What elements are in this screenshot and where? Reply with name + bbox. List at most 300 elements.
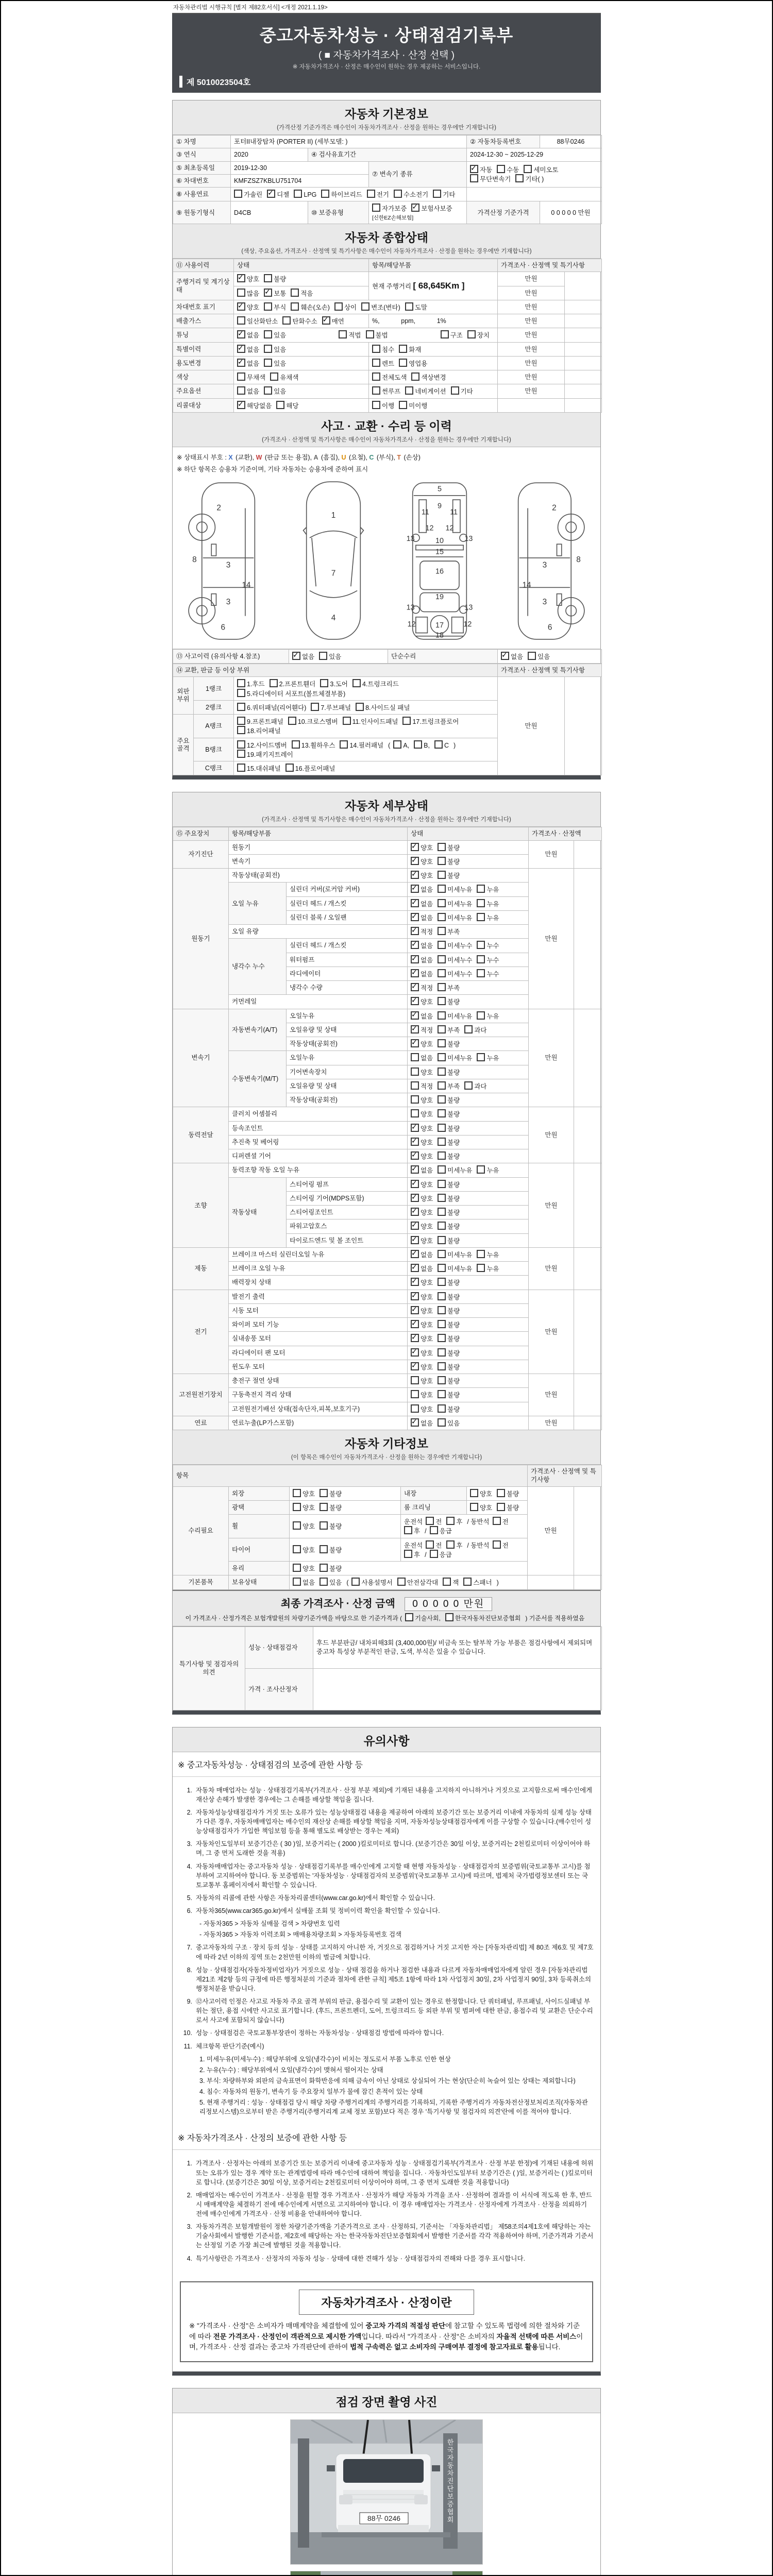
checkbox-option[interactable] (334, 302, 357, 312)
checkbox-option[interactable] (288, 717, 338, 726)
checkbox-icon[interactable] (411, 1109, 419, 1117)
checkbox-checked-icon[interactable] (292, 652, 300, 660)
checkbox-icon[interactable] (438, 1025, 446, 1033)
checkbox-option[interactable] (372, 204, 407, 213)
checkbox-icon[interactable] (438, 913, 446, 921)
checkbox-option[interactable] (477, 1250, 499, 1259)
checkbox-icon[interactable] (293, 1503, 301, 1511)
checkbox-checked-icon[interactable] (411, 927, 419, 935)
checkbox-checked-icon[interactable] (237, 401, 245, 409)
checkbox-option[interactable] (438, 1306, 460, 1315)
checkbox-option[interactable] (320, 1564, 342, 1573)
checkbox-option[interactable] (404, 1526, 420, 1535)
checkbox-icon[interactable] (477, 1250, 485, 1258)
checkbox-icon[interactable] (438, 1250, 446, 1258)
checkbox-icon[interactable] (477, 969, 485, 977)
checkbox-icon[interactable] (293, 1578, 301, 1586)
checkbox-option[interactable] (470, 1489, 492, 1498)
checkbox-option[interactable] (411, 204, 452, 213)
checkbox-option[interactable] (438, 1081, 460, 1091)
checkbox-icon[interactable] (411, 1390, 419, 1398)
checkbox-option[interactable] (411, 913, 433, 922)
checkbox-checked-icon[interactable] (267, 190, 275, 198)
checkbox-option[interactable] (237, 302, 259, 312)
checkbox-icon[interactable] (356, 703, 364, 711)
checkbox-option[interactable] (311, 703, 351, 712)
checkbox-icon[interactable] (264, 345, 272, 353)
checkbox-icon[interactable] (237, 717, 245, 725)
checkbox-option[interactable] (438, 857, 460, 866)
checkbox-option[interactable] (470, 1503, 492, 1512)
checkbox-option[interactable] (321, 190, 362, 199)
checkbox-option[interactable] (411, 927, 433, 936)
checkbox-icon[interactable] (438, 1194, 446, 1202)
checkbox-icon[interactable] (237, 750, 245, 758)
checkbox-option[interactable] (438, 1138, 460, 1147)
checkbox-icon[interactable] (441, 330, 449, 338)
checkbox-icon[interactable] (237, 726, 245, 734)
checkbox-option[interactable] (411, 1292, 433, 1301)
checkbox-option[interactable] (438, 1180, 460, 1189)
checkbox-option[interactable] (438, 1376, 460, 1385)
checkbox-icon[interactable] (399, 345, 407, 353)
checkbox-icon[interactable] (470, 174, 478, 182)
checkbox-option[interactable] (438, 1194, 460, 1203)
checkbox-checked-icon[interactable] (411, 857, 419, 865)
checkbox-option[interactable] (497, 165, 519, 174)
checkbox-option[interactable] (237, 750, 293, 759)
checkbox-icon[interactable] (399, 401, 407, 409)
checkbox-option[interactable] (438, 1390, 460, 1399)
checkbox-option[interactable] (237, 703, 306, 712)
checkbox-option[interactable] (293, 1521, 315, 1531)
checkbox-icon[interactable] (405, 302, 413, 311)
checkbox-option[interactable] (411, 1348, 433, 1358)
checkbox-icon[interactable] (234, 190, 242, 198)
checkbox-option[interactable] (411, 1362, 433, 1371)
checkbox-icon[interactable] (430, 1526, 438, 1534)
checkbox-option[interactable] (237, 679, 265, 688)
checkbox-icon[interactable] (339, 330, 347, 338)
checkbox-option[interactable] (451, 386, 473, 396)
checkbox-checked-icon[interactable] (411, 1011, 419, 1020)
checkbox-option[interactable] (426, 1540, 442, 1550)
checkbox-checked-icon[interactable] (411, 885, 419, 893)
checkbox-option[interactable] (320, 1578, 342, 1587)
checkbox-icon[interactable] (477, 1264, 485, 1272)
checkbox-checked-icon[interactable] (411, 1348, 419, 1357)
checkbox-icon[interactable] (438, 871, 446, 879)
checkbox-icon[interactable] (414, 740, 422, 749)
checkbox-option[interactable] (264, 302, 286, 312)
checkbox-option[interactable] (356, 703, 410, 712)
checkbox-icon[interactable] (343, 717, 351, 725)
checkbox-option[interactable] (438, 1320, 460, 1329)
checkbox-icon[interactable] (405, 1613, 413, 1621)
checkbox-option[interactable] (411, 1109, 433, 1118)
checkbox-icon[interactable] (237, 689, 245, 697)
checkbox-option[interactable] (443, 1578, 459, 1587)
checkbox-option[interactable] (319, 652, 341, 661)
checkbox-icon[interactable] (434, 740, 443, 749)
checkbox-option[interactable] (445, 1613, 521, 1622)
checkbox-icon[interactable] (493, 1540, 501, 1549)
checkbox-option[interactable] (366, 330, 388, 340)
checkbox-option[interactable] (411, 1194, 433, 1203)
checkbox-icon[interactable] (438, 1011, 446, 1020)
checkbox-option[interactable] (438, 1095, 460, 1105)
checkbox-icon[interactable] (372, 401, 380, 409)
checkbox-icon[interactable] (293, 1489, 301, 1497)
checkbox-option[interactable] (438, 1278, 460, 1287)
checkbox-option[interactable] (293, 1578, 315, 1587)
checkbox-option[interactable] (446, 1517, 462, 1526)
checkbox-icon[interactable] (528, 652, 536, 660)
checkbox-option[interactable] (340, 740, 383, 750)
checkbox-checked-icon[interactable] (470, 165, 478, 173)
checkbox-option[interactable] (438, 1124, 460, 1133)
checkbox-icon[interactable] (446, 1540, 455, 1549)
checkbox-icon[interactable] (433, 190, 441, 198)
checkbox-icon[interactable] (293, 1564, 301, 1572)
checkbox-option[interactable] (372, 359, 394, 368)
checkbox-option[interactable] (493, 1540, 509, 1550)
checkbox-option[interactable] (438, 969, 472, 978)
checkbox-option[interactable] (411, 843, 433, 852)
checkbox-icon[interactable] (321, 190, 329, 198)
checkbox-icon[interactable] (438, 1320, 446, 1328)
checkbox-icon[interactable] (320, 1564, 328, 1572)
checkbox-option[interactable] (438, 1418, 460, 1428)
checkbox-icon[interactable] (438, 1138, 446, 1146)
checkbox-icon[interactable] (438, 969, 446, 977)
checkbox-option[interactable] (411, 1011, 433, 1021)
checkbox-option[interactable] (237, 689, 345, 698)
checkbox-icon[interactable] (438, 1039, 446, 1047)
checkbox-icon[interactable] (438, 1109, 446, 1117)
checkbox-option[interactable] (434, 740, 449, 750)
checkbox-option[interactable] (361, 302, 400, 312)
checkbox-option[interactable] (372, 386, 400, 396)
checkbox-option[interactable] (411, 1278, 433, 1287)
checkbox-option[interactable] (470, 165, 492, 174)
checkbox-icon[interactable] (445, 1613, 453, 1621)
checkbox-option[interactable] (411, 1138, 433, 1147)
checkbox-option[interactable] (411, 1039, 433, 1048)
checkbox-icon[interactable] (464, 1081, 473, 1090)
checkbox-icon[interactable] (438, 1124, 446, 1132)
checkbox-icon[interactable] (470, 1503, 478, 1511)
checkbox-checked-icon[interactable] (411, 871, 419, 879)
checkbox-icon[interactable] (438, 1348, 446, 1357)
checkbox-option[interactable] (493, 1517, 509, 1526)
checkbox-option[interactable] (399, 359, 427, 368)
checkbox-option[interactable] (464, 1025, 486, 1035)
checkbox-icon[interactable] (411, 372, 419, 381)
checkbox-checked-icon[interactable] (237, 359, 245, 367)
checkbox-option[interactable] (292, 740, 335, 750)
checkbox-icon[interactable] (361, 302, 369, 311)
checkbox-option[interactable] (477, 885, 499, 894)
checkbox-icon[interactable] (438, 1095, 446, 1104)
checkbox-option[interactable] (411, 885, 433, 894)
checkbox-icon[interactable] (470, 1489, 478, 1497)
checkbox-option[interactable] (411, 955, 433, 964)
checkbox-icon[interactable] (438, 857, 446, 865)
checkbox-checked-icon[interactable] (411, 1165, 419, 1174)
checkbox-option[interactable] (411, 941, 433, 950)
checkbox-option[interactable] (411, 1250, 433, 1259)
checkbox-option[interactable] (411, 1306, 433, 1315)
checkbox-checked-icon[interactable] (411, 1236, 419, 1244)
checkbox-option[interactable] (294, 190, 316, 199)
checkbox-option[interactable] (293, 1564, 315, 1573)
checkbox-icon[interactable] (237, 764, 245, 772)
checkbox-checked-icon[interactable] (411, 1039, 419, 1047)
checkbox-checked-icon[interactable] (411, 1124, 419, 1132)
checkbox-icon[interactable] (291, 302, 299, 311)
checkbox-option[interactable] (501, 652, 523, 661)
checkbox-checked-icon[interactable] (411, 1306, 419, 1314)
checkbox-checked-icon[interactable] (411, 1194, 419, 1202)
checkbox-icon[interactable] (438, 983, 446, 991)
checkbox-option[interactable] (282, 316, 317, 326)
checkbox-option[interactable] (399, 401, 427, 410)
checkbox-option[interactable] (264, 289, 286, 298)
checkbox-icon[interactable] (404, 1550, 412, 1558)
checkbox-option[interactable] (438, 941, 472, 950)
checkbox-checked-icon[interactable] (411, 1138, 419, 1146)
checkbox-icon[interactable] (237, 740, 245, 749)
checkbox-option[interactable] (411, 1165, 433, 1175)
checkbox-checked-icon[interactable] (411, 913, 419, 921)
checkbox-icon[interactable] (430, 1550, 438, 1558)
checkbox-option[interactable] (438, 1053, 472, 1062)
checkbox-icon[interactable] (285, 764, 294, 772)
checkbox-option[interactable] (367, 190, 389, 199)
checkbox-icon[interactable] (372, 359, 380, 367)
checkbox-option[interactable] (430, 1550, 452, 1559)
checkbox-option[interactable] (411, 1264, 433, 1273)
checkbox-option[interactable] (372, 372, 407, 382)
checkbox-icon[interactable] (446, 1517, 455, 1525)
checkbox-checked-icon[interactable] (411, 969, 419, 977)
checkbox-option[interactable] (237, 316, 278, 326)
checkbox-option[interactable] (438, 1250, 472, 1259)
checkbox-icon[interactable] (477, 1165, 485, 1174)
checkbox-icon[interactable] (372, 345, 380, 353)
checkbox-icon[interactable] (320, 679, 328, 687)
checkbox-option[interactable] (394, 190, 428, 199)
checkbox-icon[interactable] (438, 1180, 446, 1188)
checkbox-icon[interactable] (438, 1236, 446, 1244)
checkbox-icon[interactable] (276, 401, 284, 409)
checkbox-checked-icon[interactable] (411, 1208, 419, 1216)
checkbox-checked-icon[interactable] (411, 1292, 419, 1300)
checkbox-option[interactable] (234, 190, 262, 199)
checkbox-option[interactable] (411, 1081, 433, 1091)
checkbox-option[interactable] (411, 1376, 433, 1385)
checkbox-option[interactable] (237, 386, 259, 396)
checkbox-option[interactable] (343, 717, 398, 726)
checkbox-checked-icon[interactable] (411, 1151, 419, 1160)
checkbox-icon[interactable] (399, 359, 407, 367)
checkbox-option[interactable] (270, 679, 316, 688)
checkbox-option[interactable] (264, 359, 286, 368)
checkbox-option[interactable] (411, 997, 433, 1006)
checkbox-option[interactable] (411, 1025, 433, 1035)
checkbox-option[interactable] (426, 1517, 442, 1526)
checkbox-checked-icon[interactable] (411, 955, 419, 963)
checkbox-checked-icon[interactable] (237, 345, 245, 353)
checkbox-icon[interactable] (264, 302, 272, 311)
checkbox-option[interactable] (438, 1404, 460, 1414)
checkbox-option[interactable] (463, 1578, 492, 1587)
checkbox-checked-icon[interactable] (411, 1264, 419, 1272)
checkbox-option[interactable] (237, 717, 283, 726)
checkbox-option[interactable] (285, 764, 335, 773)
checkbox-checked-icon[interactable] (322, 316, 330, 325)
checkbox-icon[interactable] (477, 955, 485, 963)
checkbox-checked-icon[interactable] (411, 997, 419, 1005)
checkbox-option[interactable] (372, 401, 394, 410)
checkbox-icon[interactable] (438, 927, 446, 935)
checkbox-option[interactable] (411, 871, 433, 880)
checkbox-icon[interactable] (402, 717, 411, 725)
checkbox-option[interactable] (438, 1334, 460, 1343)
checkbox-option[interactable] (237, 359, 259, 368)
checkbox-option[interactable] (411, 1208, 433, 1217)
checkbox-icon[interactable] (288, 717, 296, 725)
checkbox-option[interactable] (339, 330, 361, 340)
checkbox-option[interactable] (405, 386, 446, 396)
checkbox-option[interactable] (438, 843, 460, 852)
checkbox-option[interactable] (322, 316, 344, 326)
checkbox-icon[interactable] (237, 372, 245, 381)
checkbox-option[interactable] (411, 969, 433, 978)
checkbox-icon[interactable] (237, 316, 245, 325)
checkbox-option[interactable] (438, 1264, 472, 1273)
checkbox-icon[interactable] (438, 885, 446, 893)
checkbox-option[interactable] (477, 899, 499, 908)
checkbox-icon[interactable] (264, 386, 272, 395)
checkbox-icon[interactable] (438, 1067, 446, 1076)
checkbox-icon[interactable] (264, 359, 272, 367)
checkbox-option[interactable] (237, 764, 281, 773)
checkbox-icon[interactable] (320, 1503, 328, 1511)
checkbox-option[interactable] (515, 174, 544, 183)
checkbox-icon[interactable] (351, 1578, 360, 1586)
checkbox-icon[interactable] (438, 1165, 446, 1174)
checkbox-option[interactable] (438, 955, 472, 964)
checkbox-option[interactable] (237, 726, 281, 735)
checkbox-option[interactable] (411, 372, 446, 382)
checkbox-option[interactable] (477, 913, 499, 922)
checkbox-checked-icon[interactable] (411, 1222, 419, 1230)
checkbox-icon[interactable] (405, 386, 413, 395)
checkbox-icon[interactable] (438, 1081, 446, 1090)
checkbox-option[interactable] (404, 1550, 420, 1559)
checkbox-option[interactable] (411, 1180, 433, 1189)
checkbox-icon[interactable] (477, 899, 485, 907)
checkbox-icon[interactable] (291, 289, 299, 297)
checkbox-icon[interactable] (524, 165, 532, 173)
checkbox-icon[interactable] (352, 679, 361, 687)
checkbox-icon[interactable] (438, 1376, 446, 1384)
checkbox-option[interactable] (405, 1613, 441, 1622)
checkbox-option[interactable] (470, 174, 511, 183)
checkbox-option[interactable] (477, 941, 499, 950)
checkbox-option[interactable] (270, 372, 298, 382)
checkbox-option[interactable] (411, 899, 433, 908)
checkbox-checked-icon[interactable] (411, 1025, 419, 1033)
checkbox-option[interactable] (438, 983, 460, 992)
checkbox-option[interactable] (411, 1124, 433, 1133)
checkbox-option[interactable] (237, 274, 259, 283)
checkbox-icon[interactable] (411, 1067, 419, 1076)
checkbox-option[interactable] (438, 913, 472, 922)
checkbox-option[interactable] (438, 927, 460, 936)
checkbox-option[interactable] (320, 1545, 342, 1554)
checkbox-checked-icon[interactable] (237, 302, 245, 311)
checkbox-option[interactable] (293, 1489, 315, 1498)
checkbox-option[interactable] (411, 1151, 433, 1161)
checkbox-option[interactable] (438, 871, 460, 880)
checkbox-option[interactable] (399, 345, 421, 354)
checkbox-icon[interactable] (477, 1011, 485, 1020)
checkbox-option[interactable] (438, 997, 460, 1006)
checkbox-checked-icon[interactable] (411, 1278, 419, 1286)
checkbox-option[interactable] (293, 1503, 315, 1512)
checkbox-option[interactable] (293, 1545, 315, 1554)
checkbox-icon[interactable] (438, 1306, 446, 1314)
checkbox-option[interactable] (402, 717, 459, 726)
checkbox-icon[interactable] (438, 1362, 446, 1370)
checkbox-icon[interactable] (451, 386, 459, 395)
checkbox-option[interactable] (438, 885, 472, 894)
checkbox-icon[interactable] (264, 330, 272, 338)
checkbox-checked-icon[interactable] (411, 1362, 419, 1370)
checkbox-icon[interactable] (438, 843, 446, 851)
checkbox-option[interactable] (411, 1418, 433, 1428)
checkbox-icon[interactable] (404, 1526, 412, 1534)
checkbox-icon[interactable] (282, 316, 291, 325)
checkbox-option[interactable] (438, 1236, 460, 1245)
checkbox-option[interactable] (438, 1025, 460, 1035)
checkbox-icon[interactable] (477, 941, 485, 949)
checkbox-icon[interactable] (438, 941, 446, 949)
checkbox-option[interactable] (438, 899, 472, 908)
checkbox-icon[interactable] (443, 1578, 451, 1586)
checkbox-icon[interactable] (438, 1053, 446, 1061)
checkbox-option[interactable] (441, 330, 463, 340)
checkbox-option[interactable] (477, 1053, 499, 1062)
checkbox-option[interactable] (320, 1503, 342, 1512)
checkbox-option[interactable] (528, 652, 550, 661)
checkbox-option[interactable] (411, 983, 433, 992)
checkbox-option[interactable] (414, 740, 430, 750)
checkbox-icon[interactable] (237, 703, 245, 711)
checkbox-icon[interactable] (394, 190, 402, 198)
checkbox-option[interactable] (351, 1578, 392, 1587)
checkbox-checked-icon[interactable] (411, 899, 419, 907)
checkbox-icon[interactable] (411, 1053, 419, 1061)
checkbox-icon[interactable] (319, 652, 327, 660)
checkbox-option[interactable] (320, 1521, 342, 1531)
checkbox-option[interactable] (438, 1039, 460, 1048)
checkbox-option[interactable] (438, 1362, 460, 1371)
checkbox-option[interactable] (411, 1236, 433, 1245)
